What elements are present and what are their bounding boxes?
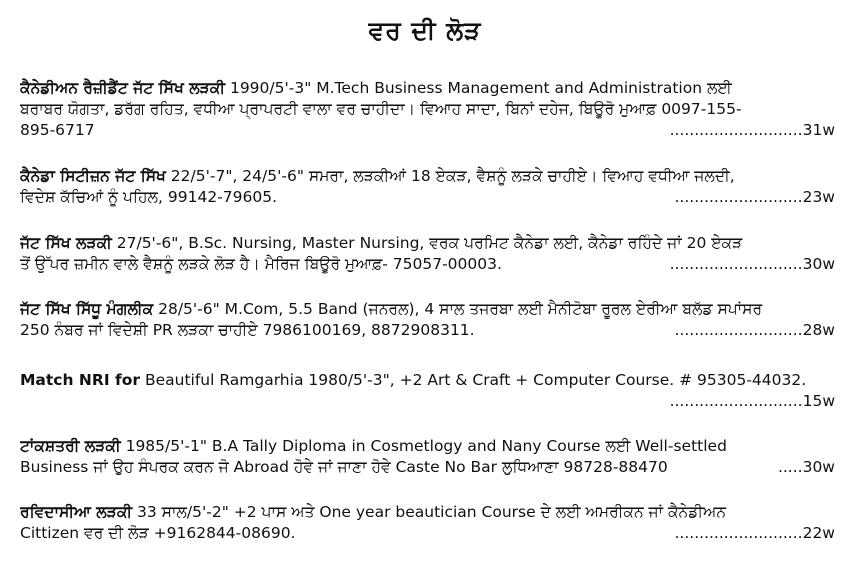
ad-heading: ਰਵਿਦਾਸੀਆ ਲੜਕੀ <box>20 503 133 521</box>
ad-listing <box>20 78 835 141</box>
ad-heading: Match NRI for <box>20 371 141 389</box>
ad-code: ...........................30w <box>669 255 835 273</box>
ad-line <box>20 523 835 544</box>
ad-text: 250 ਨੰਬਰ ਜਾਂ ਵਿਦੇਸ਼ੀ PR ਲੜਕਾ ਚਾਹੀਏ 7986100169, 8872908311. <box>20 321 475 339</box>
ad-line <box>20 78 835 99</box>
ad-line <box>20 436 835 457</box>
ad-text: 22/5'-7", 24/5'-6" ਸਮਰਾ, ਲੜਕੀਆਂ 18 ਏਕੜ, ਵੈਸ਼ਨੂੰ ਲੜਕੇ ਚਾਹੀਏ। ਵਿਆਹ ਵਧੀਆ ਜਲਦੀ, <box>165 167 735 185</box>
ad-line <box>20 187 835 208</box>
ad-listing <box>20 299 835 341</box>
ad-text: ਵਿਦੇਸ਼ ਕੱਚਿਆਂ ਨੂੰ ਪਹਿਲ, 99142-79605. <box>20 188 278 206</box>
ad-line <box>20 370 835 391</box>
ad-line <box>20 233 835 254</box>
ad-code: ..........................22w <box>674 524 835 542</box>
ad-text: 1985/5'-1" B.A Tally Diploma in Cosmetlogy and Nany Course ਲਈ Well-settled <box>120 437 727 455</box>
ad-heading: ਟਾਂਕਸ਼ਤਰੀ ਲੜਕੀ <box>20 437 121 455</box>
ad-heading: ਕੈਨੇਡਾ ਸਿਟੀਜ਼ਨ ਜੱਟ ਸਿੱਖ <box>20 167 166 185</box>
ad-text: 27/5'-6", B.Sc. Nursing, Master Nursing, ਵਰਕ ਪਰਮਿਟ ਕੈਨੇਡਾ ਲਈ, ਕੈਨੇਡਾ ਰਹਿੰਦੇ ਜਾਂ 20 ਏਕੜ <box>111 234 743 252</box>
ad-listing <box>20 166 835 208</box>
ad-listing <box>20 502 835 544</box>
ad-line <box>20 502 835 523</box>
ad-line <box>20 299 835 320</box>
ad-text: 1990/5'-3" M.Tech Business Management and Administration ਲਈ <box>225 79 732 97</box>
ad-code: .....30w <box>777 458 835 476</box>
ad-line <box>20 457 835 478</box>
ad-text: Beautiful Ramgarhia 1980/5'-3", +2 Art & Craft + Computer Course. # 95305-44032. <box>140 371 807 389</box>
ad-text: 895-6717 <box>20 121 95 139</box>
ad-code: ...........................15w <box>669 392 835 410</box>
ad-heading: ਜੱਟ ਸਿੱਖ ਸਿੱਧੂ ਮੰਗਲੀਕ <box>20 300 154 318</box>
ad-text: 28/5'-6" M.Com, 5.5 Band (ਜਨਰਲ), 4 ਸਾਲ ਤਜਰਬਾ ਲਈ ਮੈਨੀਟੋਬਾ ਰੂਰਲ ਏਰੀਆ ਬਲੱਡ ਸਪਾਂਸਰ <box>153 300 763 318</box>
ad-text: 33 ਸਾਲ/5'-2" +2 ਪਾਸ ਅਤੇ One year beautician Course ਦੇ ਲਈ ਅਮਰੀਕਨ ਜਾਂ ਕੈਨੇਡੀਅਨ <box>132 503 727 521</box>
page-title: ਵਰ ਦੀ ਲੋੜ <box>368 16 482 45</box>
ad-code: ...........................31w <box>669 121 835 139</box>
ad-line <box>20 254 835 275</box>
ad-listing <box>20 370 835 412</box>
ad-text: ਬਰਾਬਰ ਯੋਗਤਾ, ਡਰੱਗ ਰਹਿਤ, ਵਧੀਆ ਪ੍ਰਾਪਰਟੀ ਵਾਲਾ ਵਰ ਚਾਹੀਦਾ। ਵਿਆਹ ਸਾਦਾ, ਬਿਨਾਂ ਦਹੇਜ, ਬਿਊਰੋ ਮੁਆਫ਼ 0097-155- <box>20 100 742 118</box>
ad-heading: ਕੈਨੇਡੀਅਨ ਰੈਜ਼ੀਡੈਂਟ ਜੱਟ ਸਿੱਖ ਲੜਕੀ <box>20 79 226 97</box>
ad-line <box>20 166 835 187</box>
ad-line <box>20 120 835 141</box>
ad-text: Cittizen ਵਰ ਦੀ ਲੋੜ +9162844-08690. <box>20 524 296 542</box>
ad-code: ..........................23w <box>674 188 835 206</box>
ad-listing <box>20 436 835 478</box>
ad-text: Business ਜਾਂ ਉਹ ਸੰਪਰਕ ਕਰਨ ਜੋ Abroad ਹੋਵੇ ਜਾਂ ਜਾਣਾ ਹੋਵੇ Caste No Bar ਲੁਧਿਆਣਾ 98728-88470 <box>20 458 668 476</box>
ad-line <box>20 320 835 341</box>
ad-code: ..........................28w <box>674 321 835 339</box>
ad-text: ਤੋਂ ਉੱਪਰ ਜ਼ਮੀਨ ਵਾਲੇ ਵੈਸ਼ਨੂੰ ਲੜਕੇ ਲੋੜ ਹੈ। ਮੈਰਿਜ ਬਿਊਰੋ ਮੁਆਫ਼- 75057-00003. <box>20 255 502 273</box>
ad-heading: ਜੱਟ ਸਿੱਖ ਲੜਕੀ <box>20 234 112 252</box>
ad-listing <box>20 233 835 275</box>
